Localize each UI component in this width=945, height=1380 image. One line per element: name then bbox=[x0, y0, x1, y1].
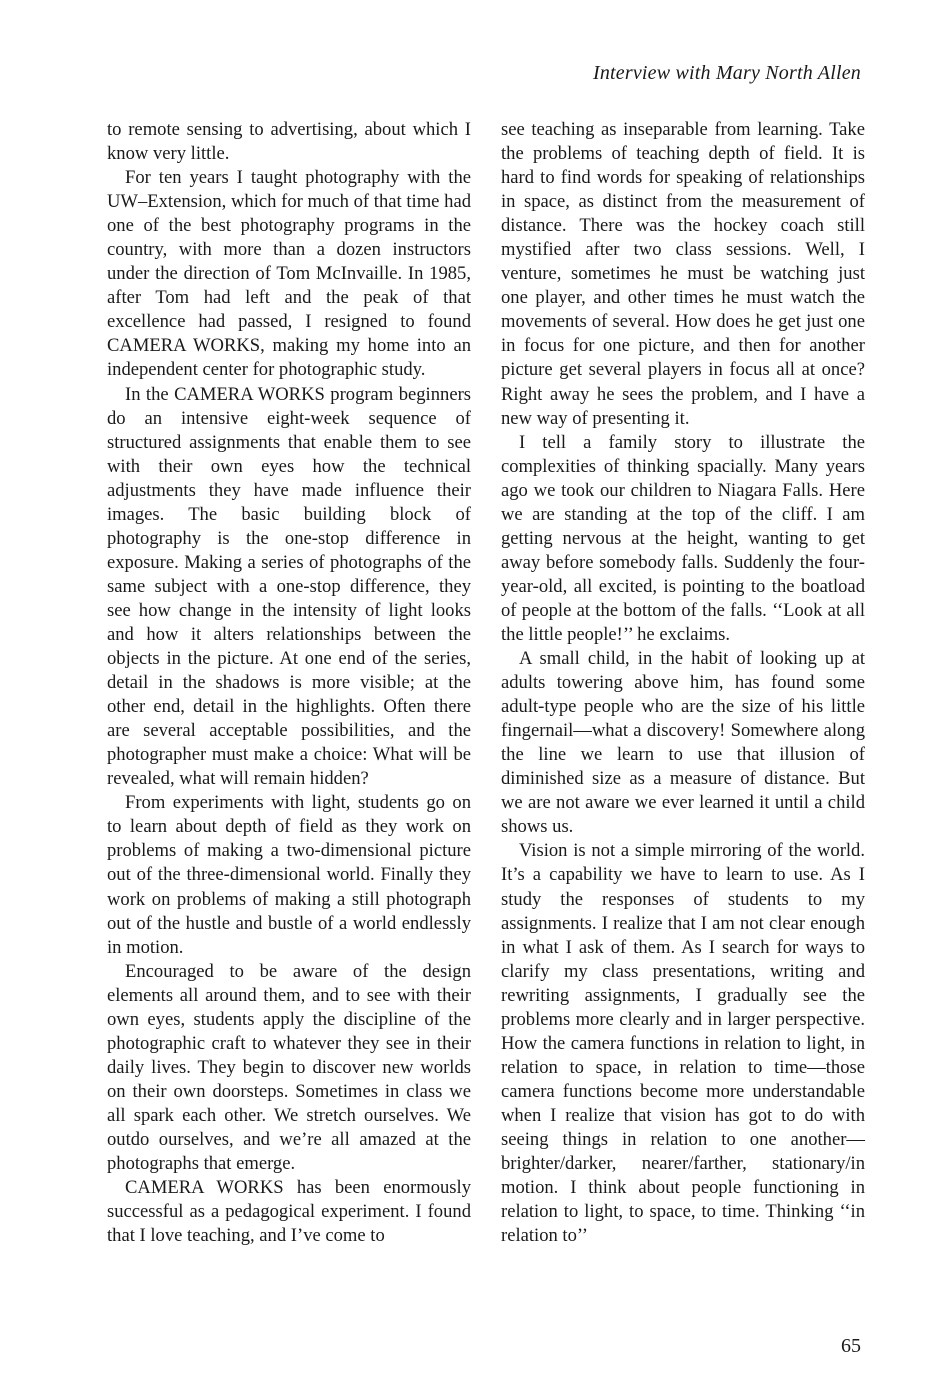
paragraph: Encouraged to be aware of the design elements all around them, and to see with their own eyes, students apply the discipline of the photographic craft to whatever they see in their daily lives. They begin to discover new worlds on their own doorsteps. Sometimes in class we all spark each other. We stretch ourselves. We outdo ourselves, and we’re all amazed at the photographs that emerge. bbox=[107, 960, 471, 1175]
paragraph: A small child, in the habit of looking up at adults towering above him, has found some adult-type people who are the size of his little fingernail—what a discovery! Somewhere along the line we learn to use that illusion of diminished size as a measure of distance. But we are not aware we ever learned it until a child shows us. bbox=[501, 648, 865, 838]
page-number: 65 bbox=[841, 1335, 861, 1357]
paragraph: see teaching as inseparable from learning. Take the problems of teaching depth of field. It is hard to find words for speaking of relationships in space, as distinct from the measurement of distance. There was the hockey coach still mystified after two class sessions. Well, I venture, sometimes he must be watching just one player, and other times he must watch the movements of several. How does he get just one in focus for one picture, and then for another picture get several players in focus all at once? Right away he sees the problem, and I have a new way of presenting it. bbox=[501, 119, 865, 429]
paragraph: to remote sensing to advertising, about which I know very little. bbox=[107, 119, 471, 165]
paragraph: For ten years I taught photography with the UW–Extension, which for much of that time had one of the best photography programs in the country, with more than a dozen instructors under the direction of Tom McInvaille. In 1985, after Tom had left and the peak of that excellence had passed, I resigned to found CAMERA WORKS, making my home into an independent center for photographic study. bbox=[107, 167, 471, 381]
running-header: Interview with Mary North Allen bbox=[592, 62, 861, 84]
paragraph: Vision is not a simple mirroring of the world. It’s a capability we have to learn to use. As I study the responses of students to my assignments. I realize that I am not clear enough in what I ask of them. As I search for ways to clarify my class presentations, writing and rewriting assignments, I gradually see the problems more clearly and in larger perspective. How the camera functions in relation to light, in relation to space, in relation to time—those camera functions become more understandable when I realize that vision has got to do with seeing things in relation to one another—brighter/darker, nearer/farther, stationary/in motion. I think about people functioning in relation to light, to space, to time. Thinking ‘‘in relation to’’ bbox=[501, 840, 865, 1247]
paragraph: In the CAMERA WORKS program beginners do an intensive eight-week sequence of structured assignments that enable them to see with their own eyes how the technical adjustments they have made influence their images. The basic building block of photography is the one-stop difference in exposure. Making a series of photographs of the same subject with a one-stop difference, they see how change in the intensity of light looks and how it alters relationships between the objects in the picture. At one end of the series, detail in the shadows is more visible; at the other end, detail in the highlights. Often there are several acceptable possibilities, and the photographer must make a choice: What will be revealed, what will remain hidden? bbox=[107, 383, 471, 790]
paragraph: CAMERA WORKS has been enormously successful as a pedagogical experiment. I found that I love teaching, and I’ve come to bbox=[107, 1177, 471, 1247]
left-column bbox=[107, 118, 471, 1248]
paragraph: I tell a family story to illustrate the complexities of thinking spacially. Many years ago we took our children to Niagara Falls. Here we are standing at the top of the cliff. I am getting nervous at the height, wanting to get away before somebody falls. Suddenly the four-year-old, all excited, is pointing to the boatload of people at the bottom of the falls. ‘‘Look at all the little people!’’ he exclaims. bbox=[501, 431, 865, 645]
right-column bbox=[501, 118, 865, 1248]
paragraph: From experiments with light, students go on to learn about depth of field as they work on problems of making a two-dimensional picture out of the three-dimensional world. Finally they work on problems of making a still photograph out of the hustle and bustle of a world endlessly in motion. bbox=[107, 792, 471, 958]
